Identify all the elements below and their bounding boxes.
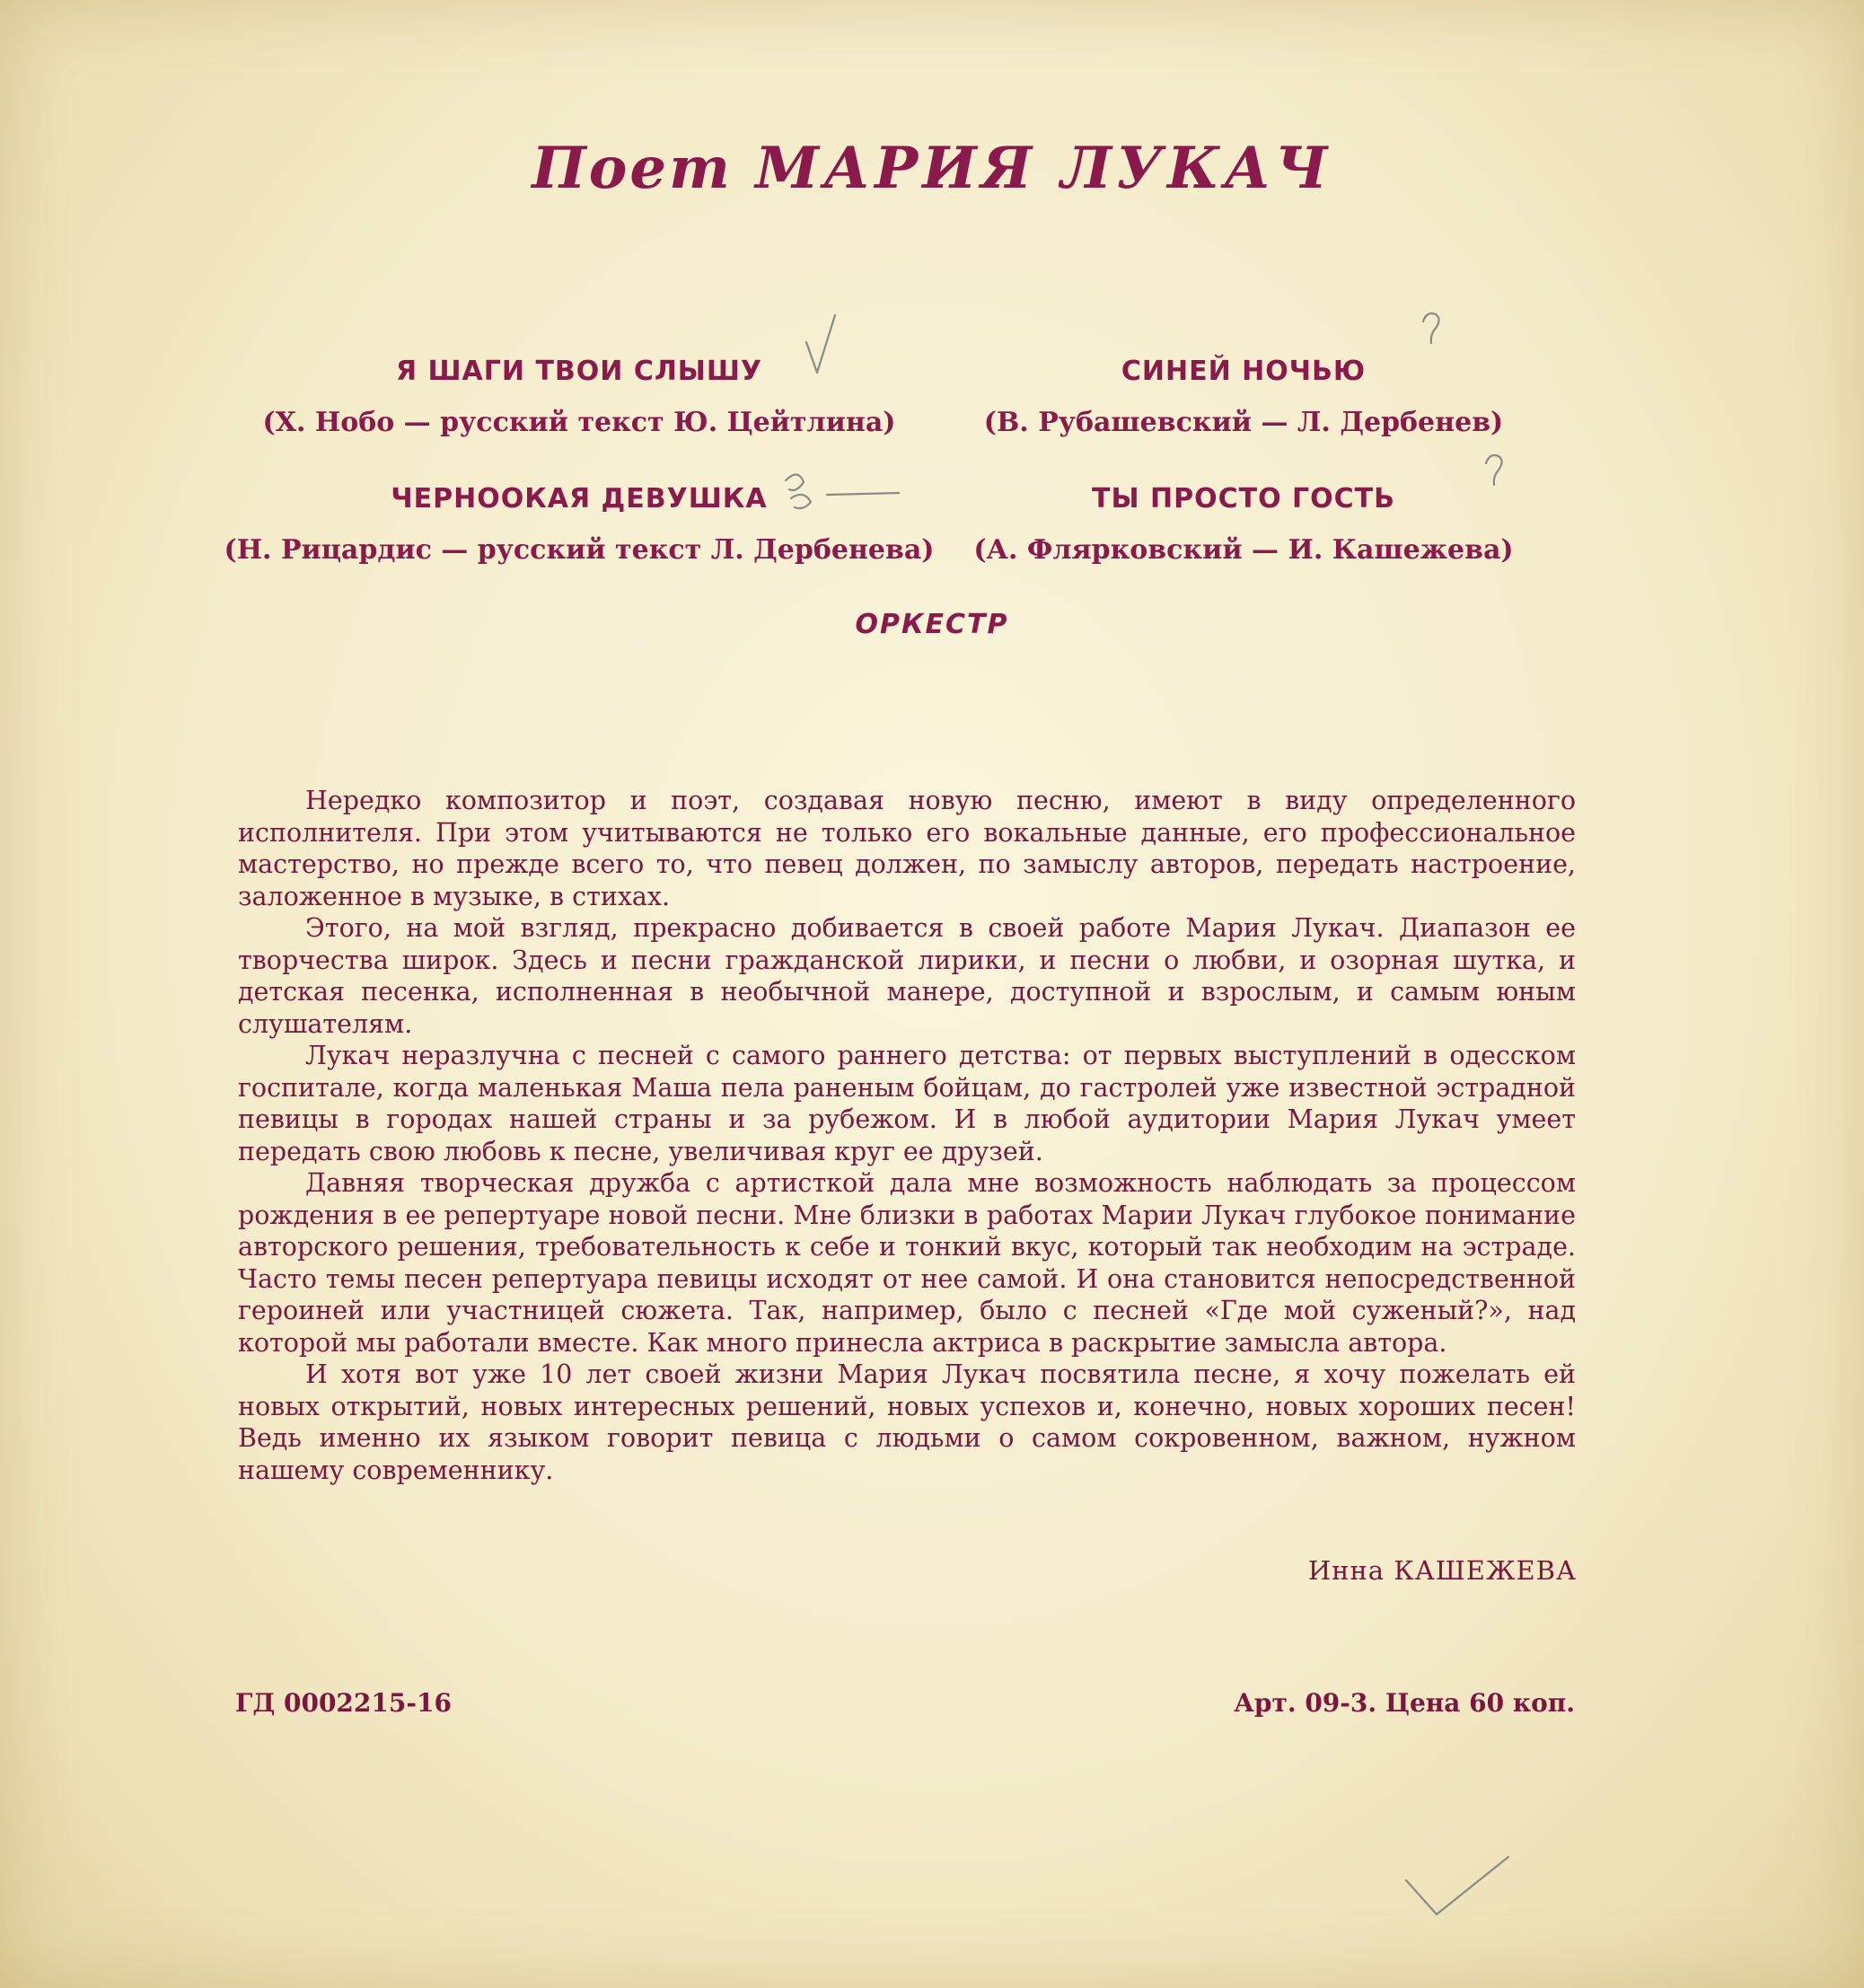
- album-title: [0, 135, 1864, 202]
- liner-notes: [238, 785, 1576, 1486]
- liner-paragraph: Нередко композитор и поэт, создавая новую песню, имеют в виду определенного исполнителя. При этом учитываются не только его вокальные данные, его профессиональное мастерство, но прежде всего то, что певец должен, по замыслу авторов, передать настроение, заложенное в музыке, в стихах.: [238, 786, 1576, 911]
- liner-paragraph: Этого, на мой взгляд, прекрасно добивается в своей работе Мария Лукач. Диапазон ее творчества широк. Здесь и песни гражданской лирики, и песни о любви, и озорная шутка, и детская песенка, исполненная в необычной манере, доступной и взрослым, и самым юным слушателям.: [238, 913, 1576, 1039]
- pencil-scribble: [777, 462, 911, 525]
- track-2: [884, 356, 1603, 438]
- title-prefix: Поет: [532, 135, 733, 202]
- price-label: Арт. 09-3. Цена 60 коп.: [1234, 1688, 1575, 1718]
- track-credits: (В. Рубашевский — Л. Дербенев): [983, 407, 1504, 438]
- track-title: Я ШАГИ ТВОИ СЛЫШУ: [395, 356, 763, 387]
- liner-paragraph: Лукач неразлучна с песней с самого раннего детства: от первых выступлений в одесском госпитале, когда маленькая Маша пела раненым бойцам, до гастролей уже известной эстрадной певицы в городах нашей страны и за рубежом. И в любой аудитории Мария Лукач умеет передать свою любовь к песне, увеличивая круг ее друзей.: [238, 1041, 1576, 1166]
- artist-name: МАРИЯ ЛУКАЧ: [755, 135, 1332, 202]
- track-title: ТЫ ПРОСТО ГОСТЬ: [1092, 483, 1395, 515]
- pencil-checkmark: [799, 310, 853, 382]
- pencil-question-mark: [1414, 307, 1450, 361]
- liner-paragraph: Давняя творческая дружба с артисткой дала мне возможность наблюдать за процессом рождения в ее репертуаре новой песни. Мне близки в работах Марии Лукач глубокое понимание авторского решения, требовательность к себе и тонкий вкус, который так необходим на эстраде. Часто темы песен репертуара певицы исходят от нее самой. И она становится непосредственной героиней или участницей сюжета. Так, например, было с песней «Где мой суженый?», над которой мы работали вместе. Как много принесла актриса в раскрытие замысла автора.: [238, 1168, 1576, 1358]
- track-title: СИНЕЙ НОЧЬЮ: [1121, 356, 1367, 387]
- liner-paragraph: И хотя вот уже 10 лет своей жизни Мария Лукач посвятила песне, я хочу пожелать ей новых открытий, новых интересных решений, новых успехов и, конечно, новых хороших песен! Ведь именно их языком говорит певица с людьми о самом сокровенном, важном, нужном нашему современнику.: [238, 1359, 1576, 1485]
- track-credits: (Х. Нобо — русский текст Ю. Цейтлина): [262, 407, 896, 438]
- author-signature: Инна КАШЕЖЕВА: [1307, 1555, 1577, 1586]
- orchestra-label: ОРКЕСТР: [855, 609, 1009, 640]
- catalog-number: ГД 0002215-16: [235, 1688, 452, 1718]
- track-credits: (А. Флярковский — И. Кашежева): [973, 534, 1514, 566]
- track-credits: (Н. Рицардис — русский текст Л. Дербенева): [224, 534, 935, 566]
- track-title: ЧЕРНООКАЯ ДЕВУШКА: [391, 483, 768, 515]
- pencil-checkmark-large: [1401, 1850, 1517, 1931]
- pencil-question-mark-2: [1477, 449, 1513, 503]
